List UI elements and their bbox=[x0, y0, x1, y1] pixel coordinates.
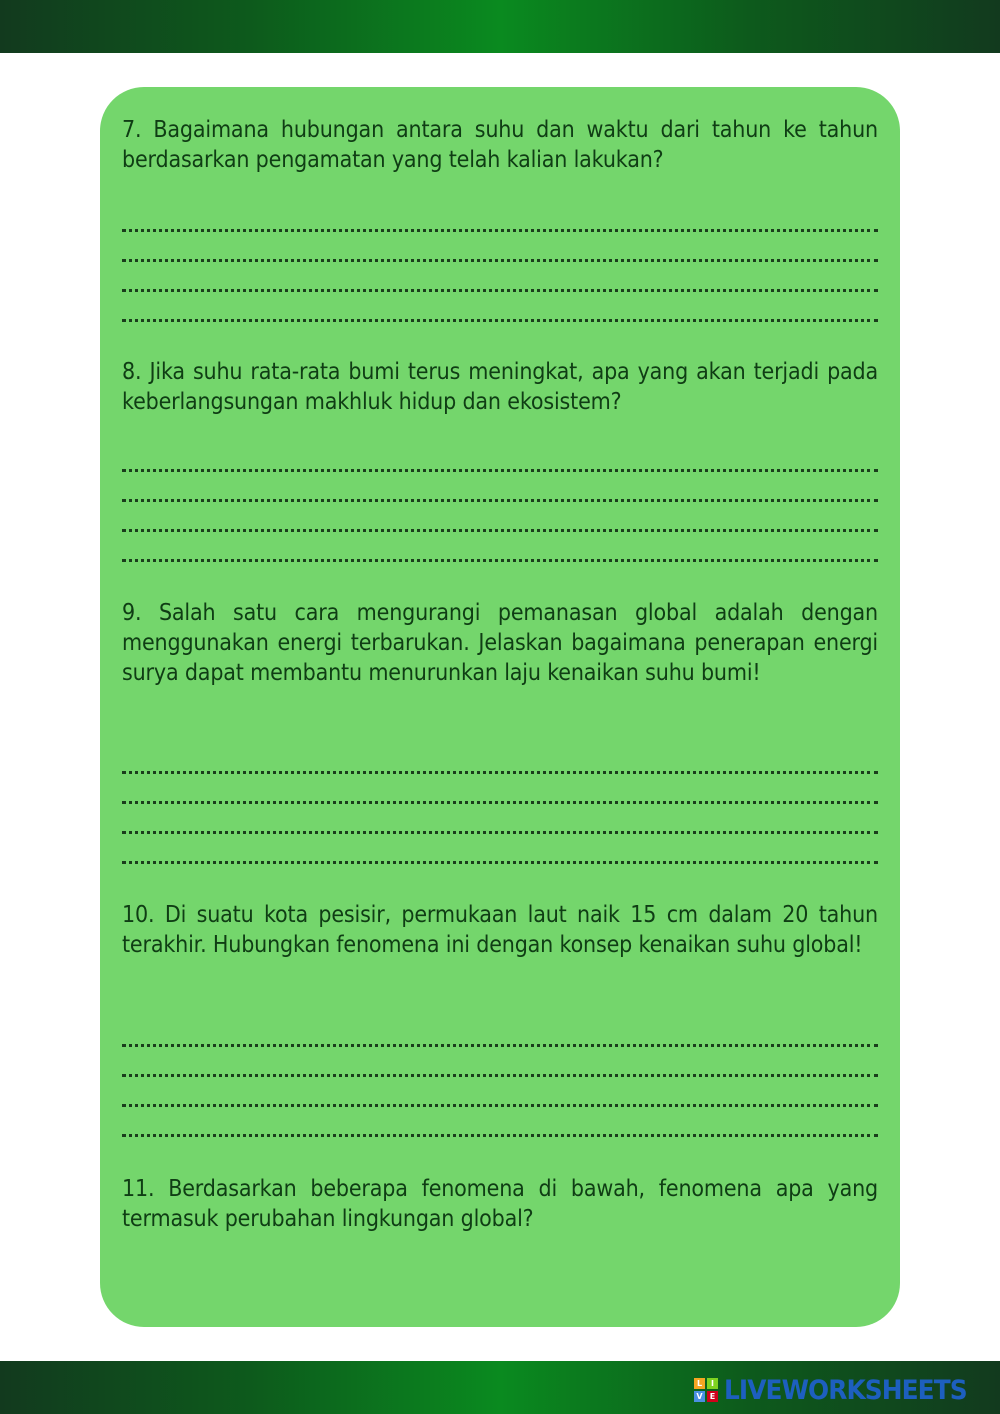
logo-text: LIVEWORKSHEETS bbox=[724, 1374, 967, 1406]
logo-grid-icon bbox=[694, 1378, 718, 1402]
answer-line[interactable] bbox=[122, 502, 878, 532]
question-10-text: 10. Di suatu kota pesisir, permukaan laut naik 15 cm dalam 20 tahun terakhir. Hubungkan fenomena ini dengan konsep kenaikan suhu global! bbox=[122, 902, 878, 958]
answer-10-lines[interactable] bbox=[122, 1017, 878, 1137]
answer-8-lines[interactable] bbox=[122, 442, 878, 562]
answer-line[interactable] bbox=[122, 1047, 878, 1077]
question-10 bbox=[122, 900, 878, 960]
answer-line[interactable] bbox=[122, 744, 878, 774]
answer-line[interactable] bbox=[122, 262, 878, 292]
question-8-text: 8. Jika suhu rata-rata bumi terus meningkat, apa yang akan terjadi pada keberlangsungan makhluk hidup dan ekosistem? bbox=[122, 359, 878, 415]
answer-line[interactable] bbox=[122, 1017, 878, 1047]
liveworksheets-logo[interactable] bbox=[694, 1376, 988, 1404]
worksheet-card bbox=[100, 87, 900, 1327]
answer-line[interactable] bbox=[122, 804, 878, 834]
answer-line[interactable] bbox=[122, 472, 878, 502]
answer-line[interactable] bbox=[122, 442, 878, 472]
header-bar bbox=[0, 0, 1000, 53]
answer-line[interactable] bbox=[122, 202, 878, 232]
answer-line[interactable] bbox=[122, 1077, 878, 1107]
question-9-text: 9. Salah satu cara mengurangi pemanasan global adalah dengan menggunakan energi terbarukan. Jelaskan bagaimana penerapan energi surya dapat membantu menurunkan laju kenaikan suhu bumi! bbox=[122, 600, 878, 686]
answer-9-lines[interactable] bbox=[122, 744, 878, 864]
answer-line[interactable] bbox=[122, 834, 878, 864]
answer-7-lines[interactable] bbox=[122, 202, 878, 322]
question-7-text: 7. Bagaimana hubungan antara suhu dan waktu dari tahun ke tahun berdasarkan pengamatan yang telah kalian lakukan? bbox=[122, 117, 878, 173]
answer-line[interactable] bbox=[122, 292, 878, 322]
answer-line[interactable] bbox=[122, 232, 878, 262]
logo-letter-i: I bbox=[707, 1378, 718, 1389]
question-11-text: 11. Berdasarkan beberapa fenomena di bawah, fenomena apa yang termasuk perubahan lingkungan global? bbox=[122, 1176, 878, 1232]
answer-line[interactable] bbox=[122, 1107, 878, 1137]
logo-letter-l: L bbox=[694, 1378, 705, 1389]
question-11 bbox=[122, 1174, 878, 1234]
answer-line[interactable] bbox=[122, 774, 878, 804]
question-7 bbox=[122, 115, 878, 175]
logo-letter-e: E bbox=[707, 1391, 718, 1402]
question-9 bbox=[122, 598, 878, 688]
logo-letter-v: V bbox=[694, 1391, 705, 1402]
answer-line[interactable] bbox=[122, 532, 878, 562]
question-8 bbox=[122, 357, 878, 417]
